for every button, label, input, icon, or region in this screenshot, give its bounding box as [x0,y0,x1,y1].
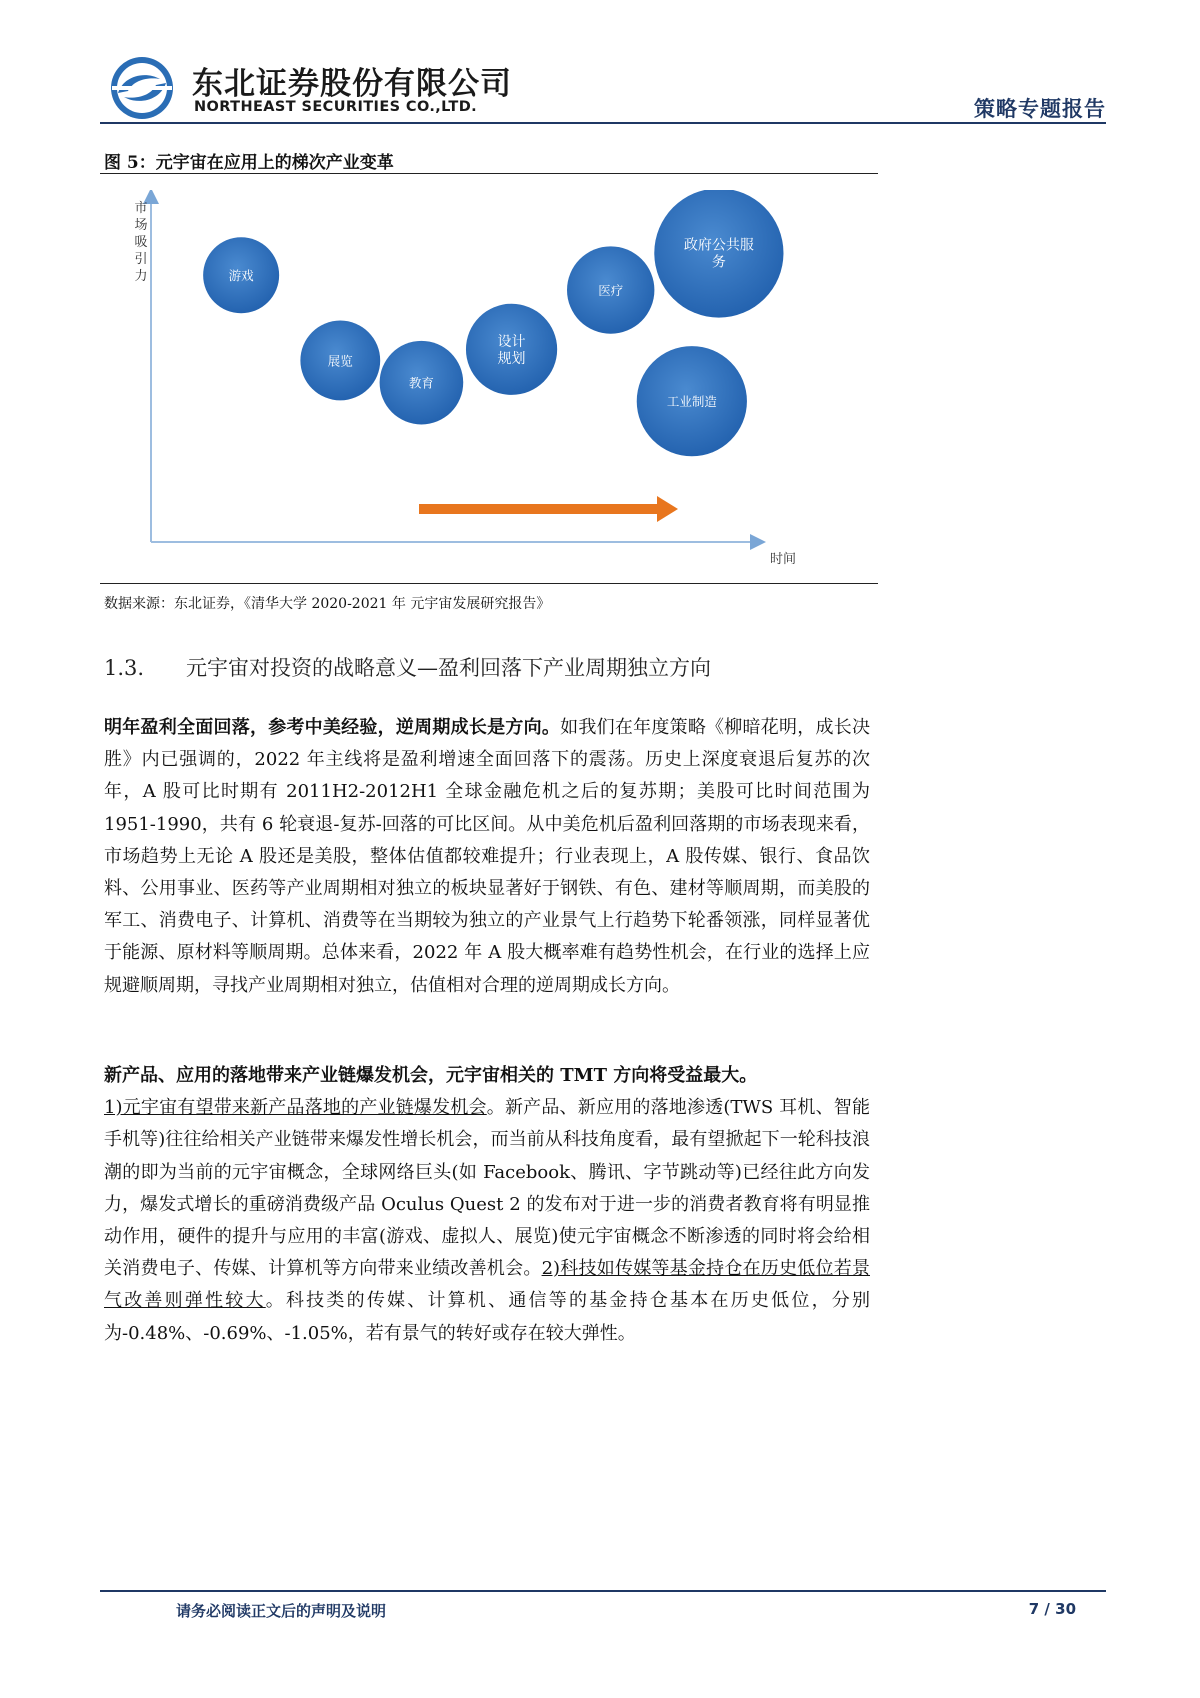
paragraph-1-lead: 明年盈利全面回落，参考中美经验，逆周期成长是方向。 [104,717,561,738]
bubble-label-1: 展览 [327,353,353,369]
paragraph-2-point-1-heading: 1)元宇宙有望带来新产品落地的产业链爆发机会 [104,1097,487,1119]
paragraph-2 [104,1060,870,1350]
paragraph-1 [104,712,870,1002]
figure-source: 数据来源：东北证券，《清华大学 2020-2021 年 元宇宙发展研究报告》 [104,596,551,612]
bubble-label-0: 游戏 [228,268,254,284]
header-divider [100,122,1106,124]
paragraph-2-lead: 新产品、应用的落地带来产业链爆发机会，元宇宙相关的 TMT 方向将受益最大。 [104,1065,758,1086]
paragraph-1-body: 如我们在年度策略《柳暗花明，成长决胜》内已强调的，2022 年主线将是盈利增速全面回落下的震荡。历史上深度衰退后复苏的次年，A 股可比时期有 2011H2-2012H1 全球金融危机之后的复苏期；美股可比时间范围为 1951-1990，共有 6 轮衰退-复苏-回落的可比区间。从中美危机后盈利回落期的市场表现来看，市场趋势上无论 A 股还是美股，整体估值都较难提升；行业表现上，A 股传媒、银行、食品饮料、公用事业、医药等产业周期相对独立的板块显著好于钢铁、有色、建材等顺周期，而美股的军工、消费电子、计算机、消费等在当期较为独立的产业景气上行趋势下轮番领涨，同样显著优于能源、原材料等顺周期。总体来看，2022 年 A 股大概率难有趋势性机会，在行业的选择上应规避顺周期，寻找产业周期相对独立，估值相对合理的逆周期成长方向。 [104,717,871,996]
paragraph-2-point-2-body: 。科技类的传媒、计算机、通信等的基金持仓基本在历史低位，分别为-0.48%、-0.69%、-1.05%，若有景气的转好或存在较大弹性。 [104,1290,871,1344]
section-heading [104,652,711,682]
bubble-label-5: 政府公共服务 [683,237,754,271]
bubble-label-2: 教育 [408,375,434,391]
figure-title: 图 5：元宇宙在应用上的梯次产业变革 [104,153,394,173]
paragraph-2-point-1-body: 。新产品、新应用的落地渗透(TWS 耳机、智能手机等)往往给相关产业链带来爆发性增长机会，而当前从科技角度看，最有望掀起下一轮科技浪潮的即为当前的元宇宙概念，全球网络巨头(如 Facebook、腾讯、字节跳动等)已经往此方向发力，爆发式增长的重磅消费级产品 Oculus Quest 2 的发布对于进一步的消费者教育将有明显推动作用，硬件的提升与应用的丰富(游戏、虚拟人、展览)使元宇宙概念不断渗透的同时将会给相关消费电子、传媒、计算机等方向带来业绩改善机会。 [104,1097,870,1280]
bubble-chart [100,190,880,575]
figure-top-rule [100,173,878,174]
company-logo-icon [104,55,180,121]
section-number: 1.3. [104,656,145,680]
report-type: 策略专题报告 [974,97,1106,121]
bubble-label-3: 设计规划 [497,333,526,367]
footer-disclaimer: 请务必阅读正文后的声明及说明 [176,1602,387,1620]
trend-arrow [419,496,678,522]
bubble-label-4: 医疗 [598,283,624,299]
company-name-cn: 东北证券股份有限公司 [192,66,512,102]
figure-bottom-rule [100,583,878,584]
y-axis-label: 市场吸引力 [134,201,148,284]
section-title: 元宇宙对投资的战略意义—盈利回落下产业周期独立方向 [186,656,711,680]
page-number: 7 / 30 [1028,1600,1076,1618]
paragraph-2-point-2-heading: 2)科技如传媒等基金持仓在历史低位若景气改善则弹性较大 [104,1258,870,1312]
bubble-label-6: 工业制造 [666,394,717,410]
x-axis-label: 时间 [770,552,797,567]
company-name-en: NORTHEAST SECURITIES CO.,LTD. [194,99,478,115]
footer-divider [100,1590,1106,1592]
